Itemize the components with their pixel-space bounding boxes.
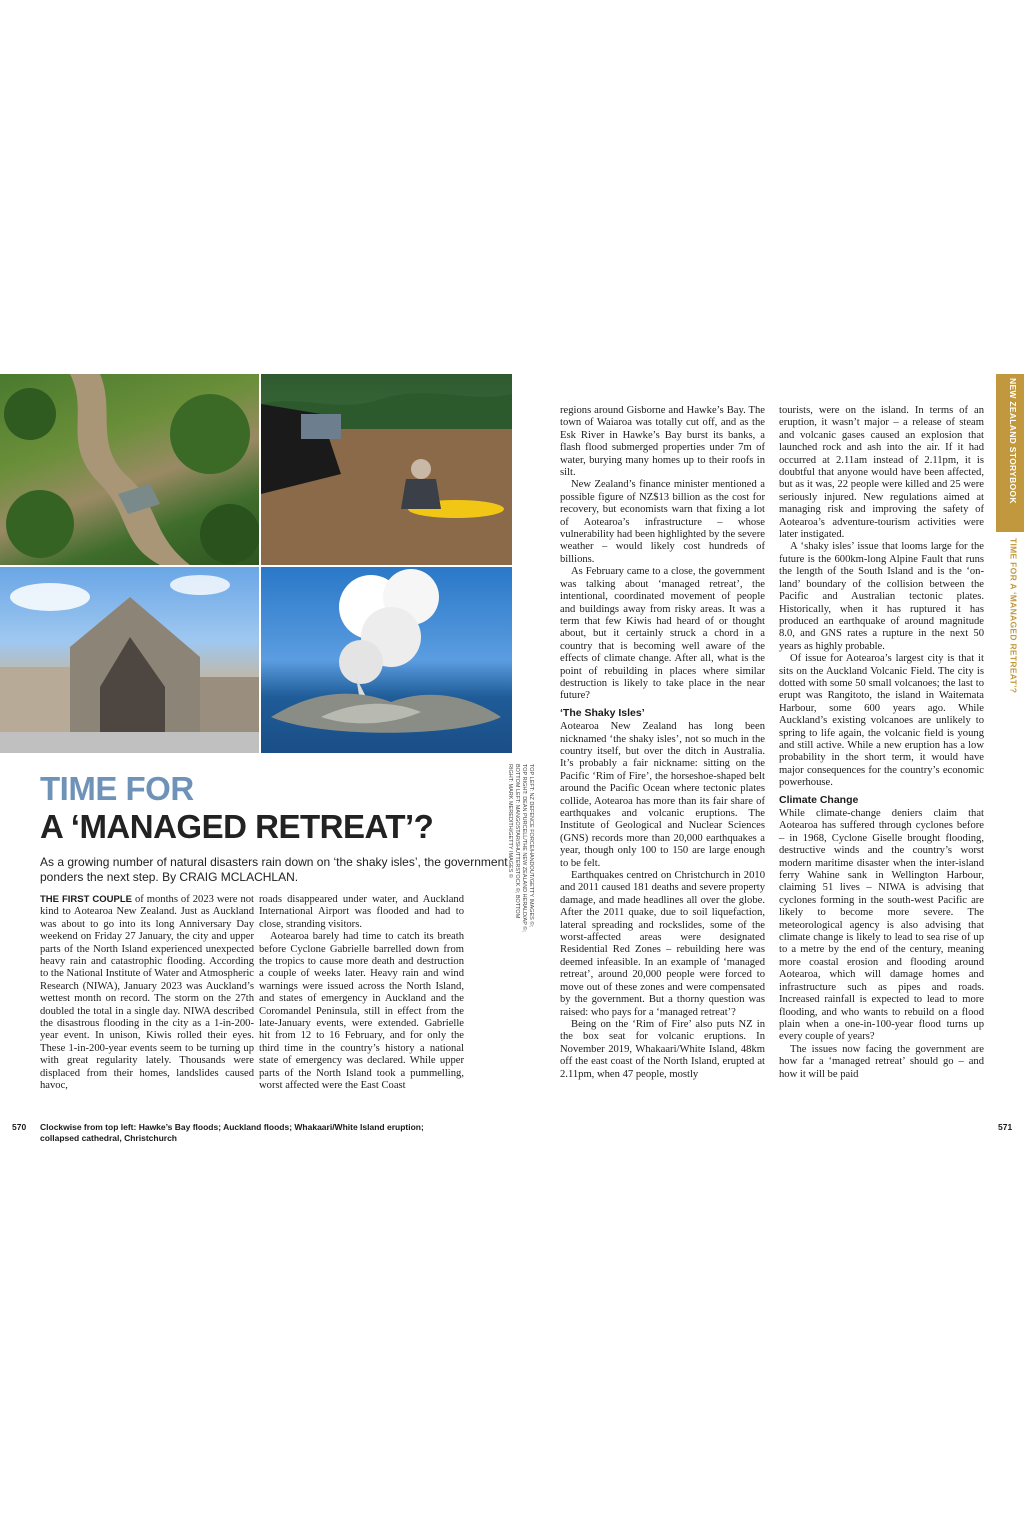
paragraph: While climate-change deniers claim that Aotearoa has suffered through cyclones before – in 1968, Cyclone Giselle brought flooding, destructive winds and the country’s worst modern maritime disaster when the inter-island ferry Wahine sank in Wellington Harbour, claiming 51 lives – NIWA is advising that cyclones forming in the south-west Pacific are likely to become more severe. The meteorological agency is also advising that climate change is likely to lead to sea rise of up to a metre by the end of the century, meaning more coastal erosion and flooding around Aotearoa, which will damage homes and infrastructure such as pipes and roads. Increased rainfall is expected to lead to more flooding, and who wants to rebuild on a flood plain when a one-in-100-year flood turns up every couple of years? <box>779 808 984 1043</box>
photo-collapsed-cathedral <box>0 567 259 753</box>
magazine-spread <box>0 374 1024 1154</box>
paragraph: Aotearoa New Zealand has long been nicknamed ‘the shaky isles’, not so much in the country itself, but over the ditch in Australia. It’s probably a fair nickname: sitting on the Pacific ‘Rim of Fire’, the horseshoe-shaped belt around the Pacific Ocean where tectonic plates collide, Aotearoa has more than its fair share of earthquakes and volcanic eruptions. The Institute of Geological and Nuclear Sciences (GNS) records more than 20,000 earthquakes a year, though only 100 to 150 are large enough to be felt. <box>560 721 765 869</box>
paragraph: regions around Gisborne and Hawke’s Bay. The town of Waiaroa was totally cut off, and as the Esk River in Hawke’s Bay burst its banks, a flash flood submerged properties under 7m of water, burying many homes up to their roofs in silt. <box>560 405 765 479</box>
eruption-illustration <box>261 567 512 753</box>
page-number-right: 571 <box>998 1122 1013 1132</box>
page-number-left: 570 <box>12 1122 27 1132</box>
paragraph-text: of months of 2023 were not kind to Aotearoa New Zealand. Just as Auckland was about to go into its long Anniversary Day weekend on Friday 27 January, the city and upper parts of the North Island experienced unexpected heavy rain and catastrophic flooding. According to the National Institute of Water and Atmospheric Research (NIWA), January 2023 was Auckland’s wettest month on record. The storm on the 27th doubled the total in a single day. NIWA described the disastrous flooding in the city as a 1-in-200-year event. In unison, Kiwis rolled their eyes. These 1-in-200-year events seem to be turning up with great regularity lately. Thousands were displaced from their homes, landslides caused havoc, <box>40 894 255 1092</box>
paragraph: Aotearoa barely had time to catch its breath before Cyclone Gabrielle barrelled down from the tropics to cause more death and destruction a couple of weeks later. Heavy rain and wind warnings were issued across the North Island, and states of emergency in Auckland and the Coromandel Peninsula, still in effect from the late-January events, were extended. Gabrielle hit from 12 to 16 February, and for only the third time in the country’s history a national state of emergency was declared. While upper parts of the North Island took a pummelling, worst affected were the East Coast <box>259 931 464 1092</box>
paragraph: tourists, were on the island. In terms of an eruption, it wasn’t major – a release of steam and volcanic gases caused an explosion that launched rock and ash into the air. If it had occurred at 2.11am instead of 2.11pm, it is doubtful that anyone would have been affected, but as it was, 22 people were killed and 25 were seriously injured. New regulations aimed at managing risk and improving the safety of Aotearoa’s adventure-tourism activities were later instigated. <box>779 405 984 541</box>
lead-in: THE FIRST COUPLE <box>40 894 132 905</box>
headline-line-1: TIME FOR <box>40 770 194 807</box>
body-column-4 <box>779 405 984 1081</box>
body-column-3 <box>560 405 765 1081</box>
cathedral-illustration <box>0 567 259 753</box>
section-question-right: TIME FOR A ‘MANAGED RETREAT’? <box>1008 538 1018 694</box>
paragraph: Of issue for Aotearoa’s largest city is that it sits on the Auckland Volcanic Field. The city is dotted with some 50 small volcanoes; the last to erupt was Rangitoto, the island in Waitemata Harbour, some 600 years ago. While Auckland’s existing volcanoes are unlikely to spring to life again, the volcanic field is young and still active. While a new eruption has a low probability in the short term, it would have major consequences for the country’s economic powerhouse. <box>779 653 984 789</box>
headline-line-2: A ‘MANAGED RETREAT’? <box>40 808 434 845</box>
paragraph: As February came to a close, the government was talking about ‘managed retreat’, the intentional, coordinated movement of people and buildings away from risky areas. It was a term that few Kiwis had heard of or thought about, but it certainly struck a chord in a country that is becoming well aware of the effects of climate change. After all, what is the point of rebuilding in places where similar destruction is likely to take place in the near future? <box>560 566 765 702</box>
photo-whakaari-eruption <box>261 567 512 753</box>
photo-auckland-floods <box>261 374 512 565</box>
subheading-shaky-isles: ‘The Shaky Isles’ <box>560 706 645 719</box>
subheading-climate-change: Climate Change <box>779 793 859 806</box>
paragraph: New Zealand’s finance minister mentioned a possible figure of NZ$13 billion as the cost for recovery, but economists warn that fixing a lot of Aotearoa’s infrastructure – whose vulnerability had been highlighted by the severe weather – would likely cost hundreds of billions. <box>560 479 765 565</box>
paragraph <box>40 894 254 1093</box>
section-label-right: NEW ZEALAND STORYBOOK <box>1008 378 1018 504</box>
body-column-2 <box>259 894 464 1093</box>
photo-credit: TOP LEFT: NZ DEFENCE FORCE/HANDOUT/GETTY IMAGES ©; TOP RIGHT: DEAN PURCELL/THE NEW ZEALAND HERALD/AP ©; BOTTOM LEFT: MANGOSTAR/SHUTTERSTOCK ©; BOTTOM RIGHT: MARK MEREDITH/GETTY IMAGES © <box>507 764 534 932</box>
paragraph: Earthquakes centred on Christchurch in 2010 and 2011 caused 181 deaths and severe property damage, and made headlines all over the globe. After the 2011 quake, due to soil liquefaction, lateral spreading and rockslides, some of the worst-affected areas were designated Residential Red Zones – rebuilding here was deemed infeasible. In an example of ‘managed retreat’, around 20,000 people were forced to move out of these zones and were compensated by the government. But a thorny question was raised: who pays for a ‘managed retreat’? <box>560 870 765 1018</box>
standfirst: As a growing number of natural disasters rain down on ‘the shaky isles’, the government ponders the next step. By CRAIG MCLACHLAN. <box>40 855 508 884</box>
landslide-illustration <box>0 374 259 565</box>
paragraph: roads disappeared under water, and Auckland International Airport was flooded and had to close, stranding visitors. <box>259 894 464 930</box>
photo-hawkes-bay-floods <box>0 374 259 565</box>
paragraph: A ‘shaky isles’ issue that looms large for the future is the 600km-long Alpine Fault that runs the length of the South Island and is the ‘on-land’ boundary of the collision between the Pacific and Australian tectonic plates. Historically, when it has ruptured it has produced an earthquake of around magnitude 8.0, and GNS rates a rupture in the next 50 years as highly probable. <box>779 541 984 652</box>
paragraph: Being on the ‘Rim of Fire’ also puts NZ in the box seat for volcanic eruptions. In November 2019, Whakaari/White Island, 48km off the east coast of the North Island, erupted at 2.11pm, when 47 people, mostly <box>560 1018 765 1080</box>
flood-illustration <box>261 374 512 565</box>
photo-caption: Clockwise from top left: Hawke’s Bay floods; Auckland floods; Whakaari/White Island eruption; collapsed cathedral, Christchurch <box>40 1122 424 1143</box>
body-column-1 <box>40 894 254 1093</box>
paragraph: The issues now facing the government are how far a ‘managed retreat’ should go – and how it will be paid <box>779 1043 984 1080</box>
